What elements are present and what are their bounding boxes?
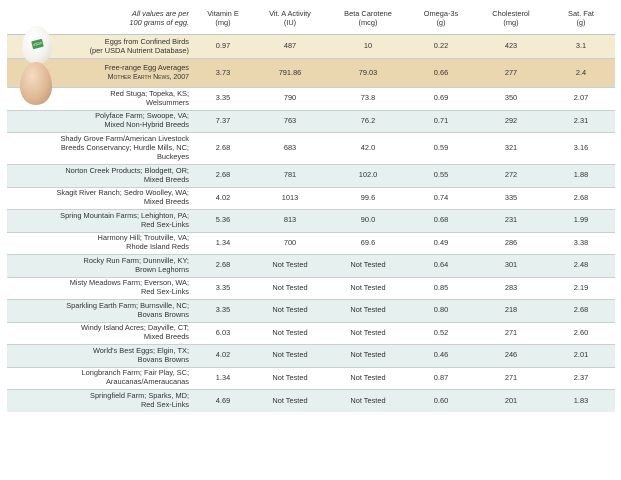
- value-cell-omega-3s: 0.85: [407, 277, 475, 300]
- value-cell-beta-carotene: Not Tested: [329, 345, 407, 368]
- column-header-saturated-fat: Sat. Fat (g): [547, 4, 615, 35]
- farm-name-line: World's Best Eggs; Elgin, TX;: [92, 345, 189, 355]
- value-cell-vitamin-a: 700: [251, 232, 329, 255]
- farm-name-line: Red Sex-Links: [140, 287, 189, 297]
- farm-name-line: Bovans Browns: [137, 309, 189, 319]
- value-cell-vitamin-e: 1.34: [195, 232, 251, 255]
- farm-name-line: Spring Mountain Farms; Lehighton, PA;: [60, 210, 189, 220]
- table-row: [7, 110, 615, 133]
- table-row: [7, 390, 615, 413]
- column-header-cholesterol: Cholesterol (mg): [475, 4, 547, 35]
- value-cell-beta-carotene: Not Tested: [329, 277, 407, 300]
- value-cell-vitamin-e: 4.02: [195, 187, 251, 210]
- value-cell-vitamin-e: 5.36: [195, 210, 251, 233]
- farm-name-line: Harmony Hill; Troutville, VA;: [97, 233, 189, 243]
- farm-name-line: Sparkling Earth Farm; Burnsville, NC;: [66, 300, 189, 310]
- farm-name-cell: [7, 255, 195, 278]
- value-cell-vitamin-e: 1.34: [195, 367, 251, 390]
- value-cell-vitamin-a: 790: [251, 88, 329, 111]
- farm-name-line: Skagit River Ranch; Sedro Woolley, WA;: [56, 188, 189, 198]
- value-cell-cholesterol: 292: [475, 110, 547, 133]
- farm-name-cell: [7, 110, 195, 133]
- farm-name-cell: [7, 165, 195, 188]
- value-cell-beta-carotene: Not Tested: [329, 255, 407, 278]
- value-cell-omega-3s: 0.60: [407, 390, 475, 413]
- value-cell-beta-carotene: 99.6: [329, 187, 407, 210]
- farm-name-line: Bovans Browns: [137, 354, 189, 364]
- farm-name-cell: [7, 345, 195, 368]
- value-cell-vitamin-e: 3.35: [195, 277, 251, 300]
- white-egg-icon: [22, 26, 52, 64]
- value-cell-beta-carotene: 90.0: [329, 210, 407, 233]
- farm-name-cell: [7, 322, 195, 345]
- farm-name-line: Misty Meadows Farm; Everson, WA;: [69, 278, 189, 288]
- value-cell-omega-3s: 0.87: [407, 367, 475, 390]
- value-cell-cholesterol: 301: [475, 255, 547, 278]
- farm-name-line: Brown Leghorns: [135, 264, 189, 274]
- value-cell-cholesterol: 272: [475, 165, 547, 188]
- farm-name-line: Araucanas/Ameraucanas: [106, 377, 189, 387]
- farm-name-line: Polyface Farm; Swoope, VA;: [95, 111, 189, 121]
- column-header-omega-3s: Omega-3s (g): [407, 4, 475, 35]
- value-cell-vitamin-a: 683: [251, 133, 329, 165]
- column-header-vitamin-e: Vitamin E (mg): [195, 4, 251, 35]
- farm-name-line: Rhode Island Reds: [126, 242, 189, 252]
- table-row: [7, 88, 615, 111]
- farm-name-line: Mixed Breeds: [143, 332, 189, 342]
- value-cell-beta-carotene: 42.0: [329, 133, 407, 165]
- value-cell-cholesterol: 350: [475, 88, 547, 111]
- units-note-line2: 100 grams of egg.: [129, 18, 189, 27]
- value-cell-saturated-fat: 2.37: [547, 367, 615, 390]
- farm-name-line: Mixed Breeds: [143, 197, 189, 207]
- value-cell-saturated-fat: 1.99: [547, 210, 615, 233]
- value-cell-saturated-fat: 3.1: [547, 35, 615, 59]
- farm-name-cell: [7, 210, 195, 233]
- table-row: [7, 367, 615, 390]
- value-cell-cholesterol: 321: [475, 133, 547, 165]
- farm-name-line: Red Sex-Links: [140, 219, 189, 229]
- value-cell-omega-3s: 0.74: [407, 187, 475, 210]
- column-header-beta-carotene: Beta Carotene (mcg): [329, 4, 407, 35]
- usda-stamp-icon: USDA: [31, 39, 44, 49]
- brown-egg-icon: [20, 62, 52, 105]
- value-cell-saturated-fat: 1.88: [547, 165, 615, 188]
- table-row: [7, 165, 615, 188]
- value-cell-beta-carotene: 69.6: [329, 232, 407, 255]
- value-cell-omega-3s: 0.49: [407, 232, 475, 255]
- value-cell-saturated-fat: 1.83: [547, 390, 615, 413]
- units-note-line1: All values are per: [131, 9, 189, 19]
- value-cell-saturated-fat: 2.07: [547, 88, 615, 111]
- value-cell-beta-carotene: 73.8: [329, 88, 407, 111]
- value-cell-cholesterol: 218: [475, 300, 547, 323]
- table-row: [7, 35, 615, 59]
- farm-name-cell: [7, 300, 195, 323]
- farm-name-line: Windy Island Acres; Dayville, CT;: [80, 323, 189, 333]
- value-cell-vitamin-e: 0.97: [195, 35, 251, 59]
- farm-name-line: Norton Creek Products; Blodgett, OR;: [65, 165, 189, 175]
- value-cell-vitamin-a: Not Tested: [251, 322, 329, 345]
- value-cell-beta-carotene: Not Tested: [329, 390, 407, 413]
- value-cell-omega-3s: 0.68: [407, 210, 475, 233]
- header-row: [7, 4, 615, 35]
- value-cell-cholesterol: 201: [475, 390, 547, 413]
- value-cell-vitamin-e: 4.02: [195, 345, 251, 368]
- value-cell-omega-3s: 0.59: [407, 133, 475, 165]
- value-cell-saturated-fat: 2.19: [547, 277, 615, 300]
- value-cell-omega-3s: 0.80: [407, 300, 475, 323]
- table-row: [7, 210, 615, 233]
- value-cell-cholesterol: 423: [475, 35, 547, 59]
- farm-name-line: (per USDA Nutrient Database): [89, 45, 189, 55]
- table-row: [7, 232, 615, 255]
- value-cell-saturated-fat: 3.16: [547, 133, 615, 165]
- value-cell-vitamin-e: 7.37: [195, 110, 251, 133]
- farm-name-cell: [7, 232, 195, 255]
- farm-name-line: Mother Earth News, 2007: [107, 73, 189, 81]
- farm-name-line: Red Sex-Links: [140, 400, 189, 409]
- farm-name-line: Shady Grove Farm/American Livestock: [60, 134, 189, 144]
- table-row: [7, 345, 615, 368]
- value-cell-beta-carotene: 76.2: [329, 110, 407, 133]
- value-cell-vitamin-a: Not Tested: [251, 277, 329, 300]
- value-cell-cholesterol: 271: [475, 322, 547, 345]
- value-cell-saturated-fat: 2.48: [547, 255, 615, 278]
- farm-name-cell: [7, 187, 195, 210]
- farm-name-line: Free-range Egg Averages: [104, 62, 189, 72]
- value-cell-beta-carotene: Not Tested: [329, 322, 407, 345]
- value-cell-cholesterol: 283: [475, 277, 547, 300]
- table-row: [7, 322, 615, 345]
- value-cell-vitamin-a: Not Tested: [251, 345, 329, 368]
- value-cell-vitamin-a: 791.86: [251, 59, 329, 88]
- value-cell-beta-carotene: 102.0: [329, 165, 407, 188]
- value-cell-cholesterol: 231: [475, 210, 547, 233]
- farm-name-cell: [7, 277, 195, 300]
- value-cell-vitamin-e: 3.35: [195, 88, 251, 111]
- value-cell-saturated-fat: 2.60: [547, 322, 615, 345]
- value-cell-vitamin-a: Not Tested: [251, 300, 329, 323]
- table-body: [7, 35, 615, 413]
- value-cell-beta-carotene: Not Tested: [329, 300, 407, 323]
- value-cell-saturated-fat: 2.68: [547, 187, 615, 210]
- value-cell-vitamin-a: Not Tested: [251, 255, 329, 278]
- value-cell-vitamin-a: 487: [251, 35, 329, 59]
- value-cell-omega-3s: 0.64: [407, 255, 475, 278]
- value-cell-vitamin-a: Not Tested: [251, 367, 329, 390]
- value-cell-saturated-fat: 2.01: [547, 345, 615, 368]
- farm-name-line: Mixed Non-Hybrid Breeds: [104, 120, 189, 130]
- value-cell-omega-3s: 0.69: [407, 88, 475, 111]
- value-cell-vitamin-a: 781: [251, 165, 329, 188]
- value-cell-cholesterol: 286: [475, 232, 547, 255]
- value-cell-vitamin-a: 1013: [251, 187, 329, 210]
- value-cell-vitamin-e: 4.69: [195, 390, 251, 413]
- farm-name-line: Mixed Breeds: [143, 174, 189, 184]
- value-cell-omega-3s: 0.22: [407, 35, 475, 59]
- farm-name-line: Longbranch Farm; Fair Play, SC;: [81, 368, 189, 378]
- value-cell-cholesterol: 335: [475, 187, 547, 210]
- value-cell-vitamin-e: 2.68: [195, 255, 251, 278]
- table-row: [7, 255, 615, 278]
- farm-name-cell: [7, 367, 195, 390]
- value-cell-omega-3s: 0.66: [407, 59, 475, 88]
- value-cell-saturated-fat: 2.68: [547, 300, 615, 323]
- table-row: [7, 133, 615, 165]
- value-cell-saturated-fat: 2.31: [547, 110, 615, 133]
- value-cell-saturated-fat: 3.38: [547, 232, 615, 255]
- farm-name-line: Breeds Conservancy; Hurdle Mills, NC;: [60, 143, 189, 153]
- value-cell-omega-3s: 0.71: [407, 110, 475, 133]
- table-row: [7, 59, 615, 88]
- value-cell-cholesterol: 277: [475, 59, 547, 88]
- table-row: [7, 277, 615, 300]
- farm-name-line: Rocky Run Farm; Dunnville, KY;: [83, 255, 189, 265]
- value-cell-vitamin-e: 6.03: [195, 322, 251, 345]
- value-cell-beta-carotene: 79.03: [329, 59, 407, 88]
- value-cell-beta-carotene: Not Tested: [329, 367, 407, 390]
- farm-name-line: Eggs from Confined Birds: [104, 36, 189, 46]
- value-cell-saturated-fat: 2.4: [547, 59, 615, 88]
- value-cell-cholesterol: 246: [475, 345, 547, 368]
- egg-nutrition-table: [7, 4, 615, 412]
- farm-name-cell: [7, 133, 195, 165]
- column-header-vitamin-a: Vit. A Activity (IU): [251, 4, 329, 35]
- farm-name-line: Buckeyes: [156, 151, 189, 161]
- farm-name-line: Welsummers: [146, 97, 189, 107]
- value-cell-vitamin-e: 2.68: [195, 133, 251, 165]
- table-row: [7, 300, 615, 323]
- value-cell-vitamin-e: 3.73: [195, 59, 251, 88]
- farm-name-cell: [7, 390, 195, 413]
- value-cell-vitamin-e: 3.35: [195, 300, 251, 323]
- farm-name-line: Red Stuga; Topeka, KS;: [110, 88, 189, 98]
- value-cell-vitamin-a: Not Tested: [251, 390, 329, 413]
- value-cell-vitamin-e: 2.68: [195, 165, 251, 188]
- table-row: [7, 187, 615, 210]
- value-cell-vitamin-a: 763: [251, 110, 329, 133]
- farm-name-line: Springfield Farm; Sparks, MD;: [90, 391, 189, 401]
- value-cell-omega-3s: 0.52: [407, 322, 475, 345]
- value-cell-beta-carotene: 10: [329, 35, 407, 59]
- value-cell-omega-3s: 0.55: [407, 165, 475, 188]
- value-cell-cholesterol: 271: [475, 367, 547, 390]
- value-cell-omega-3s: 0.46: [407, 345, 475, 368]
- value-cell-vitamin-a: 813: [251, 210, 329, 233]
